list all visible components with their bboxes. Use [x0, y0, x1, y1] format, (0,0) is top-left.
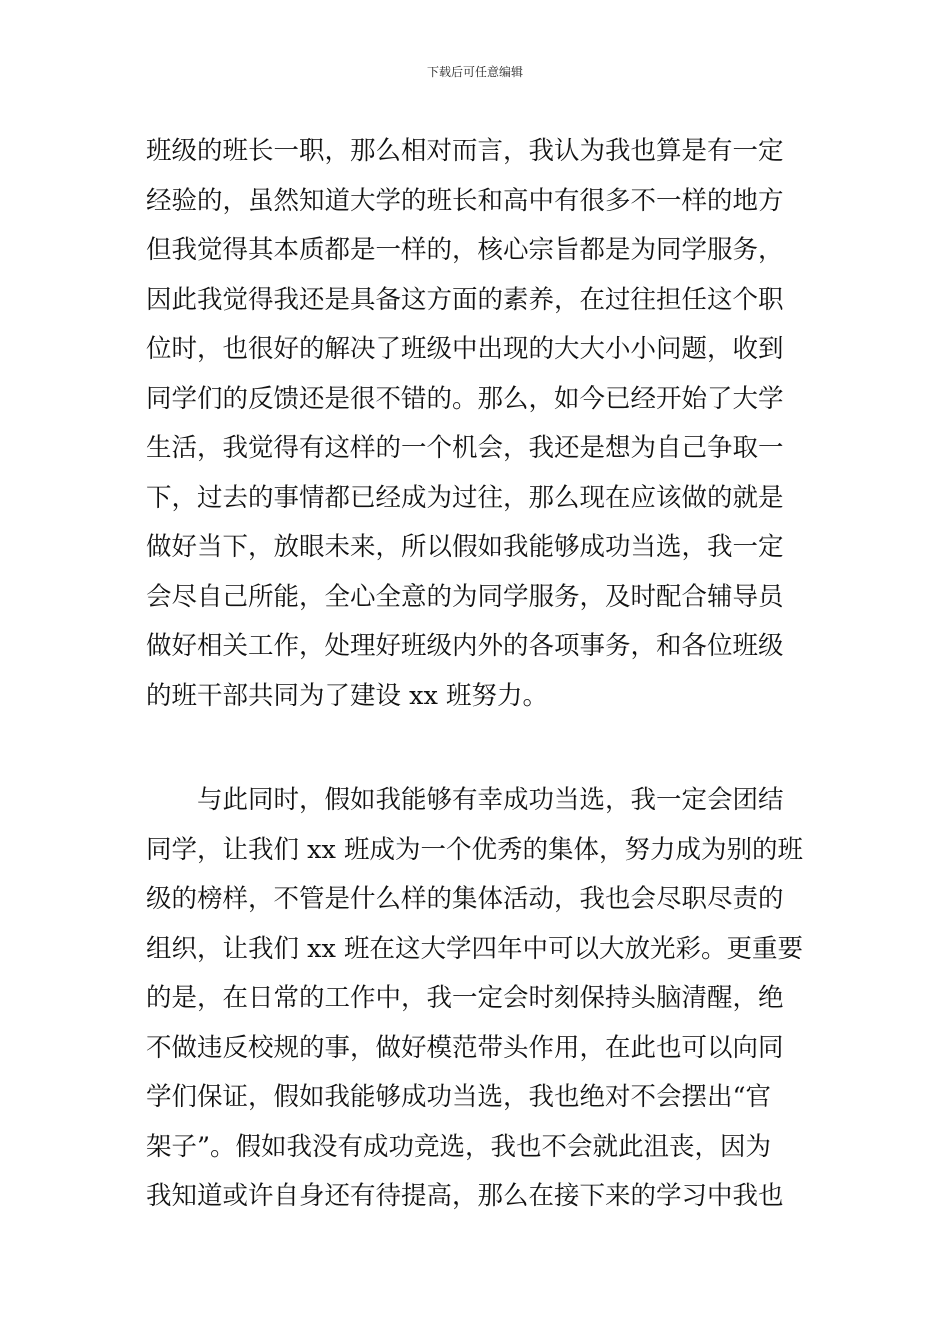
paragraph-line: 做好当下，放眼未来，所以假如我能够成功当选，我一定	[146, 532, 784, 562]
paragraph-line: 生活，我觉得有这样的一个机会，我还是想为自己争取一	[146, 433, 784, 463]
paragraph-line: 不做违反校规的事，做好模范带头作用，在此也可以向同	[146, 1032, 784, 1063]
paragraph-line: 的班干部共同为了建设 xx 班努力。	[146, 680, 548, 711]
paragraph-line: 位时，也很好的解决了班级中出现的大大小小问题，收到	[146, 334, 784, 364]
paragraph-line: 同学，让我们 xx 班成为一个优秀的集体，努力成为别的班	[146, 834, 803, 865]
paragraph-line: 经验的，虽然知道大学的班长和高中有很多不一样的地方	[146, 185, 784, 216]
body-paragraph-1	[146, 127, 810, 721]
paragraph-line: 同学们的反馈还是很不错的。那么，如今已经开始了大学	[146, 383, 784, 414]
paragraph-line: 学们保证，假如我能够成功当选，我也绝对不会摆出“官	[146, 1082, 772, 1112]
paragraph-line: 组织，让我们 xx 班在这大学四年中可以大放光彩。更重要	[146, 933, 803, 964]
paragraph-line: 因此我觉得我还是具备这方面的素养，在过往担任这个职	[146, 284, 784, 315]
paragraph-line: 做好相关工作，处理好班级内外的各项事务，和各位班级	[146, 631, 784, 661]
paragraph-line: 但我觉得其本质都是一样的，核心宗旨都是为同学服务，	[146, 235, 784, 265]
paragraph-line: 级的榜样，不管是什么样的集体活动，我也会尽职尽责的	[146, 884, 784, 914]
paragraph-line: 下，过去的事情都已经成为过往，那么现在应该做的就是	[146, 482, 784, 513]
paragraph-line: 班级的班长一职，那么相对而言，我认为我也算是有一定	[146, 136, 784, 166]
paragraph-line: 我知道或许自身还有待提高，那么在接下来的学习中我也	[146, 1181, 784, 1211]
paragraph-line: 的是，在日常的工作中，我一定会时刻保持头脑清醒，绝	[146, 983, 784, 1013]
paragraph-line: 架子”。假如我没有成功竞选，我也不会就此沮丧，因为	[146, 1131, 772, 1162]
paragraph-line: 会尽自己所能，全心全意的为同学服务，及时配合辅导员	[146, 581, 784, 612]
paragraph-line: 与此同时，假如我能够有幸成功当选，我一定会团结	[146, 785, 784, 815]
page-header: 下载后可任意编辑	[426, 65, 523, 79]
body-paragraph-2	[146, 776, 810, 1222]
